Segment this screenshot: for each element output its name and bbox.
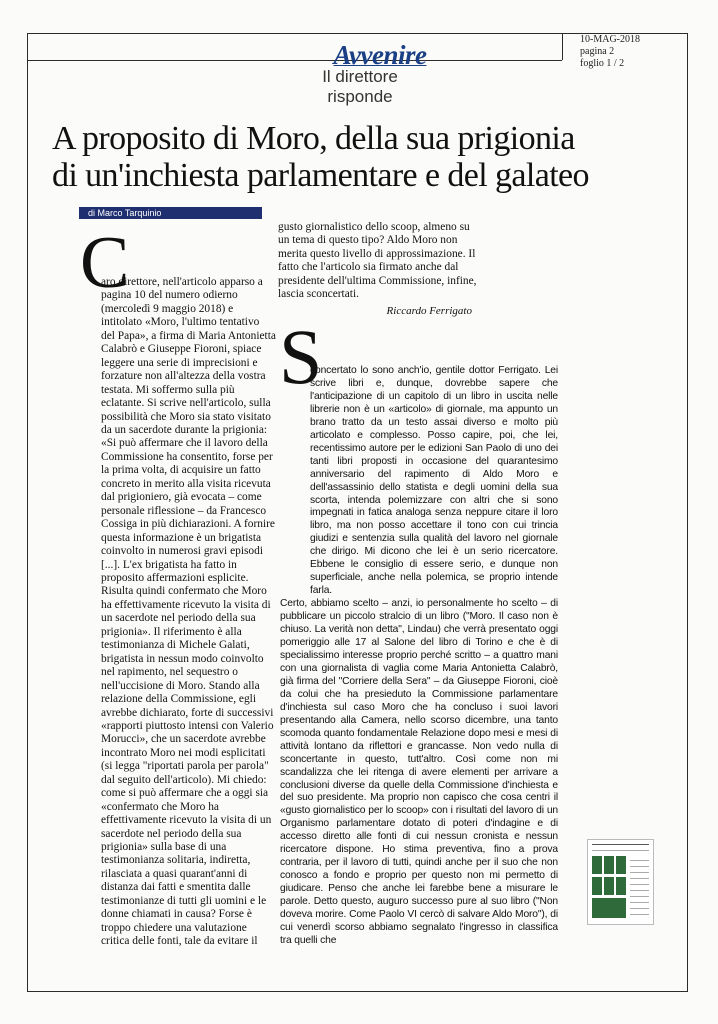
clipping-sheet: foglio 1 / 2 xyxy=(580,58,625,69)
clipping-date: 10-MAG-2018 xyxy=(580,34,640,45)
thumb-line xyxy=(630,872,649,873)
letter-column-1 xyxy=(81,276,276,949)
thumb-green-block xyxy=(616,856,626,874)
letter-signature: Riccardo Ferrigato xyxy=(386,304,472,317)
byline-text: di Marco Tarquinio xyxy=(88,208,162,218)
thumb-header-line xyxy=(592,844,649,845)
header-divider xyxy=(27,60,562,61)
rubric-line-1: Il direttore xyxy=(322,67,398,86)
newspaper-masthead: Avvenire xyxy=(333,40,427,70)
letter-dropcap: C xyxy=(80,222,130,304)
headline-line-1: A proposito di Moro, della sua prigionia xyxy=(52,120,575,157)
thumb-green-block xyxy=(604,856,614,874)
reply-paragraph-1: concertato lo sono anch'io, gentile dottor Ferrigato. Lei scrive libri e, dunque, dovrebbe sapere che l'anticipazione di un capitolo di un libro in uscita nelle librerie non è un «articolo» di giornale, ma appunto un brano tratto da un testo assai diverso e molto più articolato e complesso. Posso capire, poi, che lei, recentissimo autore per le edizioni San Paolo di uno dei tanti libri proposti in occasione del quarantesimo anniversario del rapimento di Aldo Moro e dell'assassinio dello statista e degli uomini della sua scorta, intenda polemizzare con altri che si sono impegnati in fatica analoga senza neppure citare il loro libro, ma non posso accettare il tono con cui trincia giudizi e sentenzia sulla qualità del lavoro nel giornale che dirigo. Mi dicono che lei è un serio ricercatore. Ebbene le consiglio di essere serio, e dunque non superficiale, anche nella polemica, se proprio intende farla. xyxy=(310,365,558,597)
reply-paragraph-2: Certo, abbiamo scelto – anzi, io personalmente ho scelto – di pubblicare un piccolo stralcio di un libro ("Moro. Il caso non è chiuso. La verità non detta", Lindau) che verrà presentato oggi pomeriggio alle 17 al Salone del libro di Torino e che è di specialissimo interesse proprio perché scritto – a quattro mani con una giornalista di vaglia come Maria Antonietta Calabrò, già firma del "Corriere della Sera" – da Giuseppe Fioroni, cioè da colui che ha presieduto la Commissione parlamentare d'inchiesta sul caso Moro che ha concluso i suoi lavori presentando alla Camera, nello scorso dicembre, una tanto scomoda quanto fondamentale Relazione dopo mesi e mesi di attività lontano da riflettori e grancasse. Non vedo nulla di sconcertante in questo, tutt'altro. Così come non mi scandalizza che lei ritenga di avere elementi per arrivare a conclusioni diverse da quelle della Commissione d'inchiesta e del suo presidente. Ma proprio non capisco che cosa centri il «gusto giornalistico per lo scoop» con i risultati del lavoro di un Organismo parlamentare dotato di poteri d'indagine e di accesso diretto alle fonti di cui nessun cronista e nessun ricercatore dispone. Ho stima preventiva, fino a prova contraria, per il lavoro di tutti, quindi anche per il suo che non conosco a fondo e proprio per questo non mi permetto di giudicare. Penso che anche lei farebbe bene a misurare le parole. Detto questo, auguro successo pure al suo libro ("Non doveva morire. Come Paolo VI cercò di salvare Aldo Moro"), di cui venerdì scorso abbiamo segnalato l'ingresso in classifica tra quelli che xyxy=(280,598,558,946)
article-headline xyxy=(52,120,692,194)
byline-bar xyxy=(79,207,262,219)
thumb-line xyxy=(630,902,649,903)
meta-divider xyxy=(562,33,563,60)
thumb-line xyxy=(630,860,649,861)
thumb-line xyxy=(630,908,649,909)
letter-paragraph-continued: gusto giornalistico dello scoop, almeno su un tema di questo tipo? Aldo Moro non merita questo livello di approssimazione. Il fatto che l'articolo sia firmato anche dal presidente dell'ultima Commissione, infine, lascia sconcertati. xyxy=(278,221,477,301)
thumb-green-block xyxy=(616,877,626,895)
column-rubric xyxy=(300,67,420,107)
thumb-line xyxy=(630,884,649,885)
rubric-line-2: risponde xyxy=(327,87,393,106)
clipping-page: pagina 2 xyxy=(580,46,615,57)
thumb-green-block xyxy=(592,856,602,874)
clipping-meta xyxy=(580,34,640,70)
thumb-green-block xyxy=(604,877,614,895)
letter-column-2 xyxy=(278,221,478,318)
thumb-line xyxy=(630,866,649,867)
letter-paragraph: aro direttore, nell'articolo apparso a pagina 10 del numero odierno (mercoledì 9 maggio 2018) e intitolato «Moro, l'ultimo tentativo del Papa», a firma di Maria Antonietta Calabrò e Giuseppe Fioroni, spiace leggere una serie di imprecisioni e forzature non all'altezza della vostra testata. Mi soffermo sulla più eclatante. Si scrive nell'articolo, sulla possibilità che Moro sia stato visitato da un sacerdote durante la prigionia: «Si può affermare che il lavoro della Commissione ha consentito, forse per la prima volta, di acquisire un fatto concreto in merito alla visita ricevuta dal prigioniero, già evocata – come personale riflessione – da Francesco Cossiga in più dichiarazioni. A fornire questa informazione è un brigatista coinvolto in numerosi gravi episodi [...]. L'ex brigatista ha fatto in proposito affermazioni esplicite. Risulta quindi confermato che Moro ha effettivamente ricevuto la visita di un sacerdote nel periodo della sua prigionia». Il riferimento è alla testimonianza di Michele Galati, brigatista in nessun modo coinvolto nel rapimento, nel sequestro o nell'uccisione di Moro. Stando alla relazione della Commissione, egli avrebbe dichiarato, forte di successivi «rapporti piuttosto intensi con Valerio Morucci», che un sacerdote avrebbe incontrato Moro nei modi esplicitati (si legga "riportati parola per parola" dal seguito dell'articolo). Mi chiedo: come si può affermare che a oggi sia «confermato che Moro ha effettivamente ricevuto la visita di un sacerdote nel periodo della sua prigionia» sulla base di una testimonianza solitaria, indiretta, rilasciata a quasi quarant'anni di distanza dai fatti e smentita dalle testimonianze di tutti gli uomini e le donne chiamati in causa? Forse è troppo chiedere una valutazione critica delle fonti, tale da evitare il xyxy=(101,276,276,948)
thumb-line xyxy=(630,878,649,879)
thumb-green-block xyxy=(592,877,602,895)
thumb-line xyxy=(592,850,649,851)
thumb-green-block xyxy=(592,898,626,918)
reply-dropcap: S xyxy=(279,313,323,400)
thumb-line xyxy=(630,896,649,897)
headline-line-2: di un'inchiesta parlamentare e del galateo xyxy=(52,157,589,194)
reply-column xyxy=(280,365,558,948)
thumb-line xyxy=(630,914,649,915)
thumb-line xyxy=(630,890,649,891)
page-thumbnail xyxy=(587,839,654,925)
